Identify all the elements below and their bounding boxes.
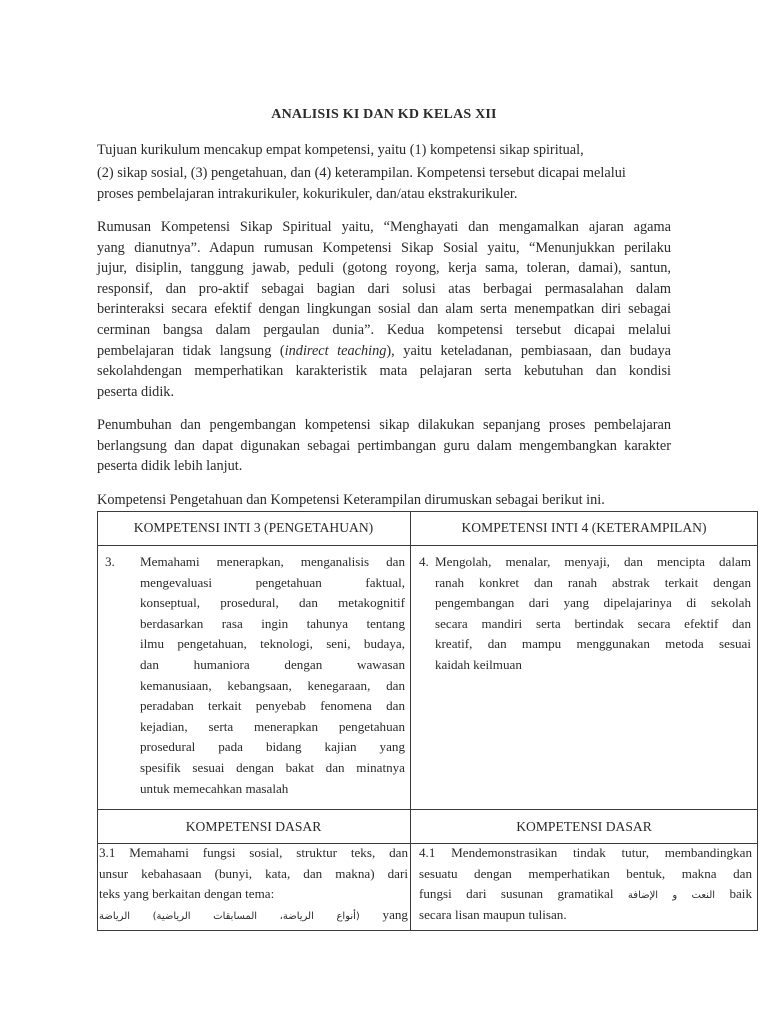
arabic-text: النعت و الإضافة xyxy=(627,890,716,902)
ki4-line: ranah konkret dan ranah abstrak terkait dengan xyxy=(435,574,751,590)
table-intro: Kompetensi Pengetahuan dan Kompetensi Keterampilan dirumuskan sebagai berikut ini. xyxy=(97,492,605,508)
text-segment: yang xyxy=(382,906,408,922)
ki4-line: pengembangan dari yang dipelajarinya di sekolah xyxy=(435,595,751,611)
paragraph-line: berlangsung dan dapat digunakan sebagai pertimbangan guru dalam mengembangkan karakter xyxy=(97,437,671,454)
ki4-line: kreatif, dan mampu menggunakan metoda sesuai xyxy=(435,636,751,652)
paragraph-line: responsif, dan pro-aktif sebagai bagian dari solusi atas berbagai permasalahan dalam xyxy=(97,280,671,297)
ki3-text xyxy=(140,552,405,799)
text-segment: ), yaitu keteladanan, pembiasaan, dan budaya xyxy=(386,342,671,359)
paragraph-line: berinteraksi secara efektif dengan lingkungan sosial dan alam serta menempatkan diri sebagai xyxy=(97,301,671,318)
kd41-line: secara lisan maupun tulisan. xyxy=(419,906,567,922)
ki3-line: mengevaluasi pengetahuan faktual, xyxy=(140,574,405,590)
ki4-number: 4. xyxy=(419,554,429,569)
ki3-line: spesifik sesuai dengan bakat dan minatnya xyxy=(140,759,405,775)
ki3-line: dan humaniora dengan wawasan xyxy=(140,656,405,672)
paragraph-line: peserta didik lebih lanjut. xyxy=(97,458,243,475)
paragraph-line: Penumbuhan dan pengembangan kompetensi sikap dilakukan sepanjang proses pembelajaran xyxy=(97,417,671,433)
page-title: ANALISIS KI DAN KD KELAS XII xyxy=(271,107,497,122)
ki3-line: untuk memecahkan masalah xyxy=(140,780,289,796)
arabic-text: (أنواع الرياضة، المسابقات الرياضية) الرياضة xyxy=(99,910,360,922)
ki3-line: kemanusiaan, kebangsaan, kenegaraan, dan xyxy=(140,677,405,693)
italic-term: indirect teaching xyxy=(284,342,387,359)
ki3-line: peradaban terkait penyebab fenomena dan xyxy=(140,698,405,714)
ki3-line: konseptual, prosedural, dan metakognitif xyxy=(140,595,405,611)
ki3-line: Memahami menerapkan, menganalisis dan xyxy=(140,554,405,569)
intro-line-2: (2) sikap sosial, (3) pengetahuan, dan (4) keterampilan. Kompetensi tersebut dicapai melalui xyxy=(97,165,626,181)
paragraph-line: Rumusan Kompetensi Sikap Spiritual yaitu, “Menghayati dan mengamalkan ajaran agama xyxy=(97,219,671,235)
table-border xyxy=(757,511,758,931)
kd31-line: 3.1 Memahami fungsi sosial, struktur teks, dan xyxy=(99,845,408,860)
table-border xyxy=(410,511,411,931)
paragraph-development xyxy=(97,415,671,477)
table-border xyxy=(97,930,758,931)
ki3-line: prosedural pada bidang kajian yang xyxy=(140,739,405,755)
kd31-line: teks yang berkaitan dengan tema: xyxy=(99,886,275,902)
kd41-text xyxy=(419,843,752,925)
intro-line-1: Tujuan kurikulum mencakup empat kompetensi, yaitu (1) kompetensi sikap spiritual, xyxy=(97,142,584,158)
intro-line-3: proses pembelajaran intrakurikuler, kokurikuler, dan/atau ekstrakurikuler. xyxy=(97,186,518,202)
paragraph-line-indirect xyxy=(97,341,671,362)
kd31-line: unsur kebahasaan (bunyi, kata, dan makna) dari xyxy=(99,865,408,881)
paragraph-line: jujur, disiplin, tanggung jawab, peduli (gotong royong, kerja sama, toleran, damai), santun, xyxy=(97,260,671,277)
paragraph-spiritual-social xyxy=(97,217,671,402)
paragraph-line: peserta didik. xyxy=(97,383,175,400)
table-border xyxy=(97,809,758,810)
competency-table xyxy=(97,511,758,931)
paragraph-line: yang dianutnya”. Adapun rumusan Kompetensi Sikap Sosial yaitu, “Menunjukkan perilaku xyxy=(97,239,671,256)
header-ki3: KOMPETENSI INTI 3 (PENGETAHUAN) xyxy=(133,520,374,535)
ki3-line: kejadian, serta menerapkan pengetahuan xyxy=(140,718,405,734)
table-border xyxy=(97,545,758,546)
kd41-line: sesuatu dengan memperhatikan bentuk, makna dan xyxy=(419,865,752,881)
header-kd-right: KOMPETENSI DASAR xyxy=(516,819,652,834)
text-segment: baik xyxy=(729,886,752,902)
kd31-text xyxy=(99,843,408,925)
ki4-text xyxy=(435,552,751,676)
text-segment: fungsi dari susunan gramatikal xyxy=(419,886,614,902)
kd41-line: 4.1 Mendemonstrasikan tindak tutur, membandingkan xyxy=(419,845,752,860)
header-kd-left: KOMPETENSI DASAR xyxy=(185,819,322,834)
table-border xyxy=(97,511,758,512)
kd41-line-arabic xyxy=(419,884,752,905)
ki4-line: Mengolah, menalar, menyaji, dan mencipta dalam xyxy=(435,554,751,569)
ki4-line: secara mandiri serta bertindak secara efektif dan xyxy=(435,615,751,631)
ki3-line: ilmu pengetahuan, teknologi, seni, budaya, xyxy=(140,636,405,652)
kd31-line-arabic xyxy=(99,905,408,926)
table-border xyxy=(97,511,98,931)
ki3-line: berdasarkan rasa ingin tahunya tentang xyxy=(140,615,405,631)
ki3-number: 3. xyxy=(105,554,115,569)
ki4-line: kaidah keilmuan xyxy=(435,656,522,672)
paragraph-line: sekolahdengan memperhatikan karakteristik mata pelajaran serta kebutuhan dan kondisi xyxy=(97,363,671,380)
header-ki4: KOMPETENSI INTI 4 (KETERAMPILAN) xyxy=(461,520,707,535)
text-segment: pembelajaran tidak langsung ( xyxy=(97,342,285,359)
paragraph-line: cerminan bangsa dalam pergaulan dunia”. Kedua kompetensi tersebut dicapai melalui xyxy=(97,321,671,338)
